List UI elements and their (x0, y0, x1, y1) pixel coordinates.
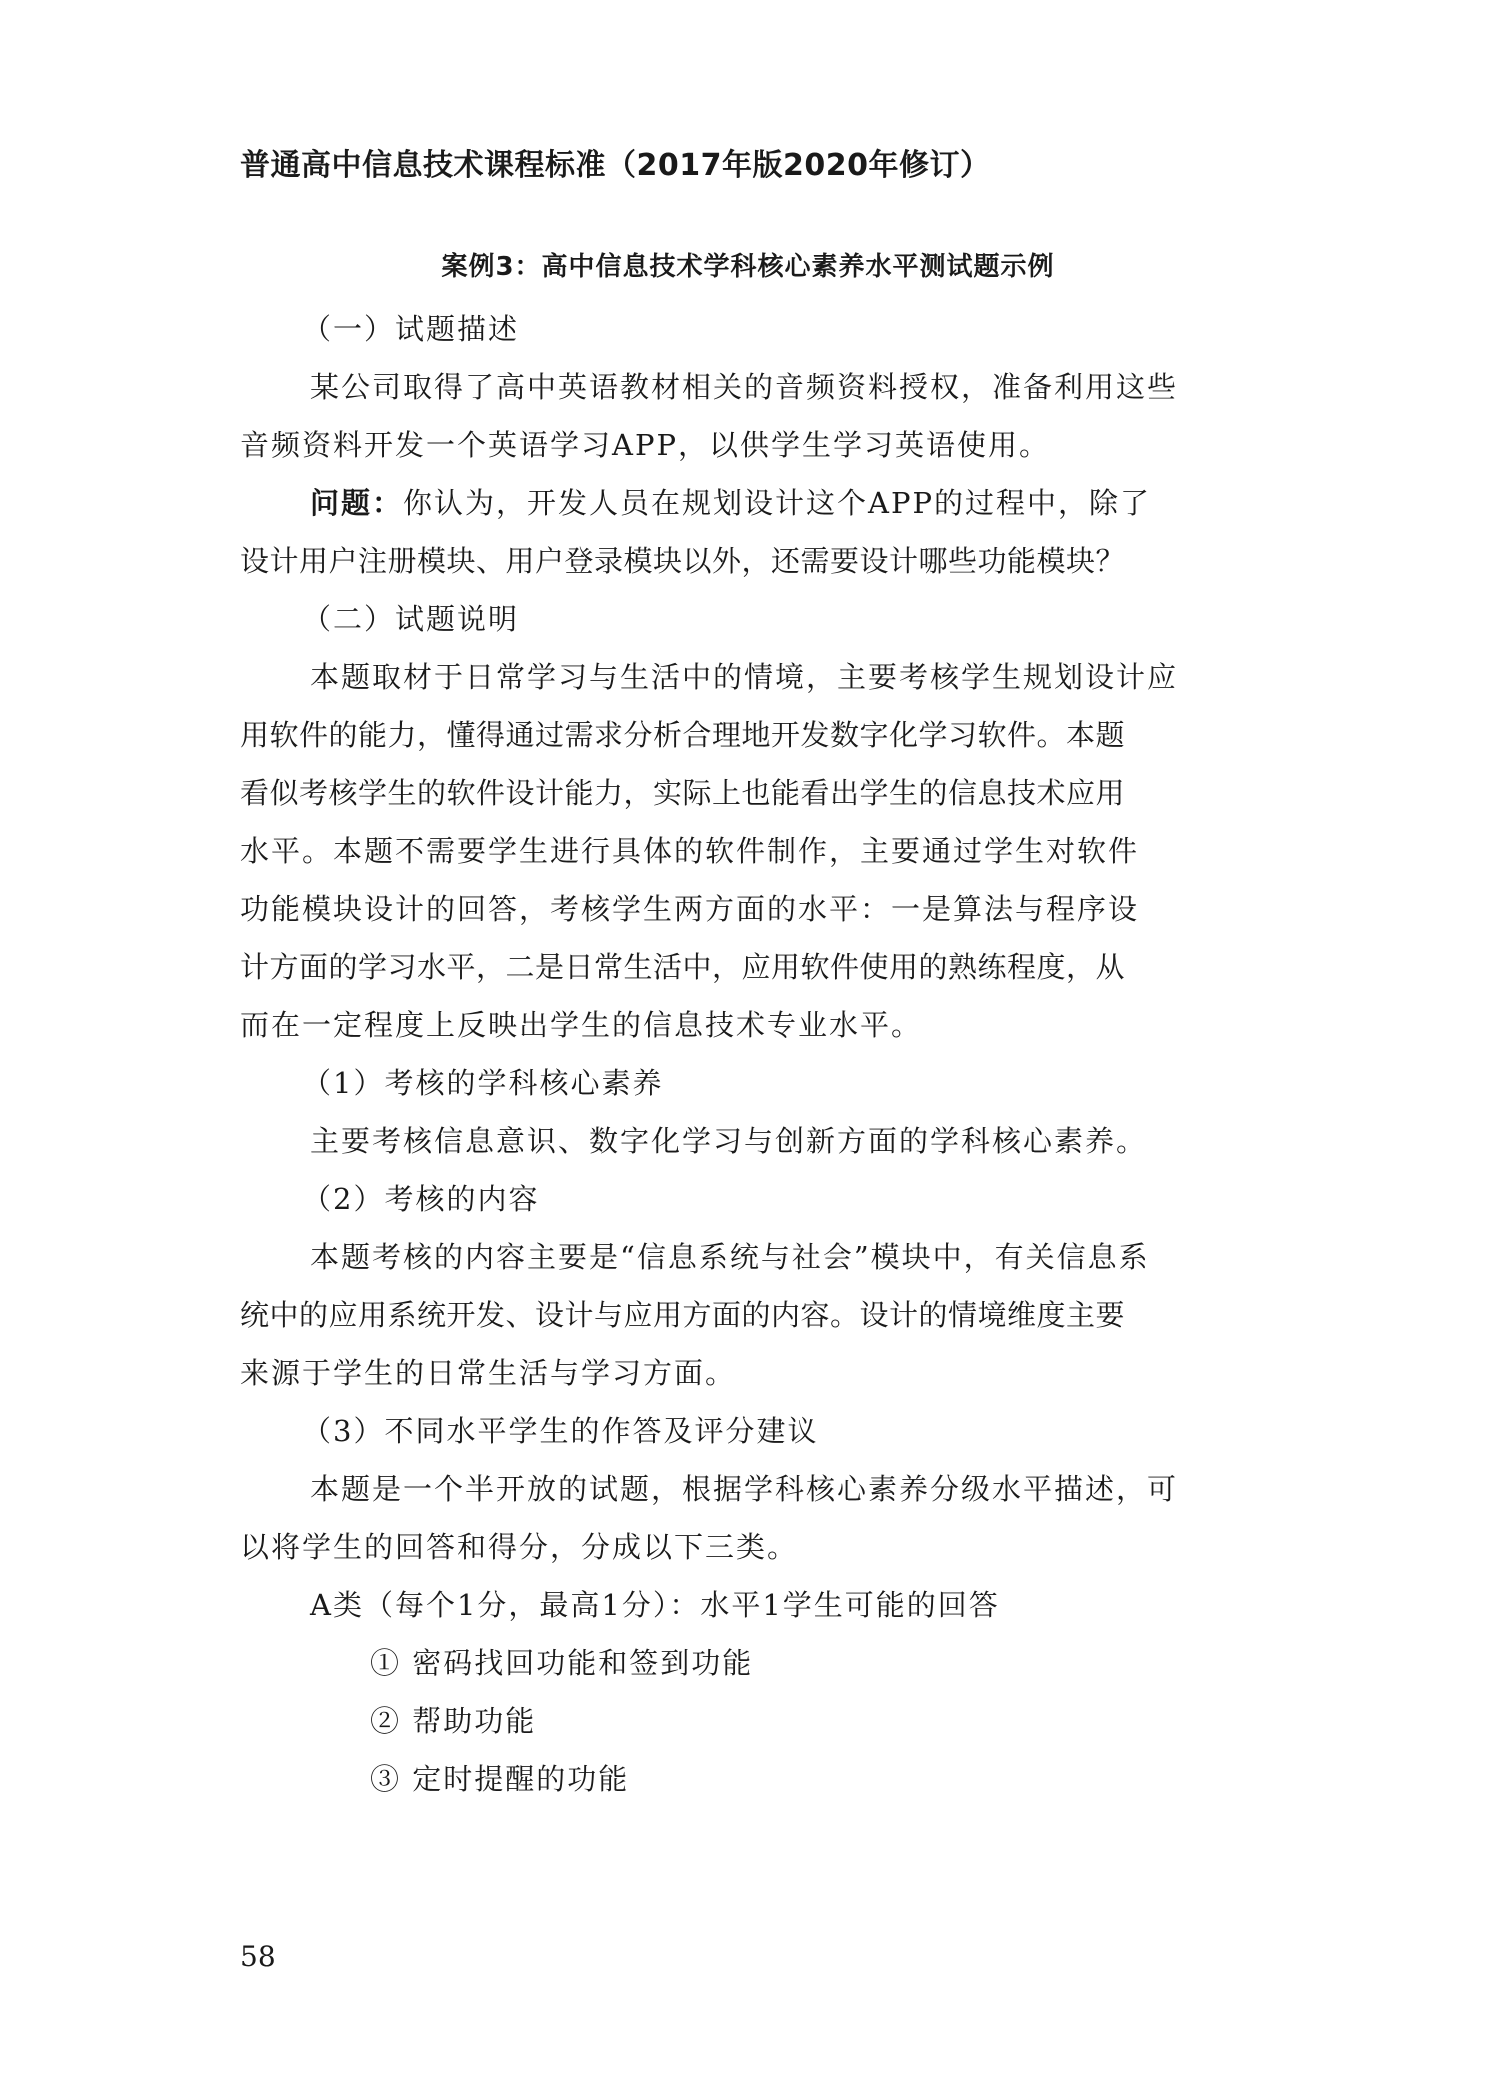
running-header: 普通高中信息技术课程标准（2017年版2020年修订） (240, 148, 991, 183)
paragraph-line: 设计用户注册模块、用户登录模块以外，还需要设计哪些功能模块？ (240, 544, 1126, 578)
question-line (240, 474, 1260, 532)
page-number: 58 (240, 1940, 276, 1973)
paragraph-line: 以将学生的回答和得分，分成以下三类。 (240, 1530, 799, 1564)
paragraph-line: 来源于学生的日常生活与学习方面。 (240, 1356, 737, 1390)
body-text (240, 300, 1260, 1808)
category-a-heading: A类（每个1分，最高1分）：水平1学生可能的回答 (310, 1588, 1000, 1622)
paragraph-line: 功能模块设计的回答，考核学生两方面的水平：一是算法与程序设 (240, 892, 1140, 926)
paragraph-line: 本题是一个半开放的试题，根据学科核心素养分级水平描述，可 (310, 1472, 1179, 1506)
paragraph-line: 计方面的学习水平，二是日常生活中，应用软件使用的熟练程度，从 (240, 950, 1126, 984)
section-heading-explanation: （二）试题说明 (302, 602, 520, 636)
paragraph-line: 统中的应用系统开发、设计与应用方面的内容。设计的情境维度主要 (240, 1298, 1126, 1332)
paragraph-line: 本题考核的内容主要是“信息系统与社会”模块中，有关信息系 (310, 1240, 1150, 1274)
answer-item: ① 密码找回功能和签到功能 (370, 1646, 754, 1680)
paragraph-line: 某公司取得了高中英语教材相关的音频资料授权，准备利用这些 (310, 370, 1179, 404)
question-text: 你认为，开发人员在规划设计这个APP的过程中，除了 (403, 486, 1151, 520)
paragraph-line: 主要考核信息意识、数字化学习与创新方面的学科核心素养。 (310, 1124, 1148, 1158)
paragraph-line: 而在一定程度上反映出学生的信息技术专业水平。 (240, 1008, 923, 1042)
subsection-heading-competency: （1）考核的学科核心素养 (302, 1066, 664, 1100)
subsection-heading-scoring: （3）不同水平学生的作答及评分建议 (302, 1414, 819, 1448)
question-label: 问题： (310, 486, 404, 520)
paragraph-line: 看似考核学生的软件设计能力，实际上也能看出学生的信息技术应用 (240, 776, 1126, 810)
paragraph-line: 本题取材于日常学习与生活中的情境，主要考核学生规划设计应 (310, 660, 1179, 694)
paragraph-line: 水平。本题不需要学生进行具体的软件制作，主要通过学生对软件 (240, 834, 1140, 868)
section-heading-description: （一）试题描述 (302, 312, 520, 346)
answer-item: ③ 定时提醒的功能 (370, 1762, 630, 1796)
paragraph-line: 音频资料开发一个英语学习APP，以供学生学习英语使用。 (240, 428, 1050, 462)
case-title: 案例3：高中信息技术学科核心素养水平测试题示例 (441, 252, 1055, 282)
subsection-heading-content: （2）考核的内容 (302, 1182, 540, 1216)
paragraph-line: 用软件的能力，懂得通过需求分析合理地开发数字化学习软件。本题 (240, 718, 1126, 752)
answer-item: ② 帮助功能 (370, 1704, 537, 1738)
